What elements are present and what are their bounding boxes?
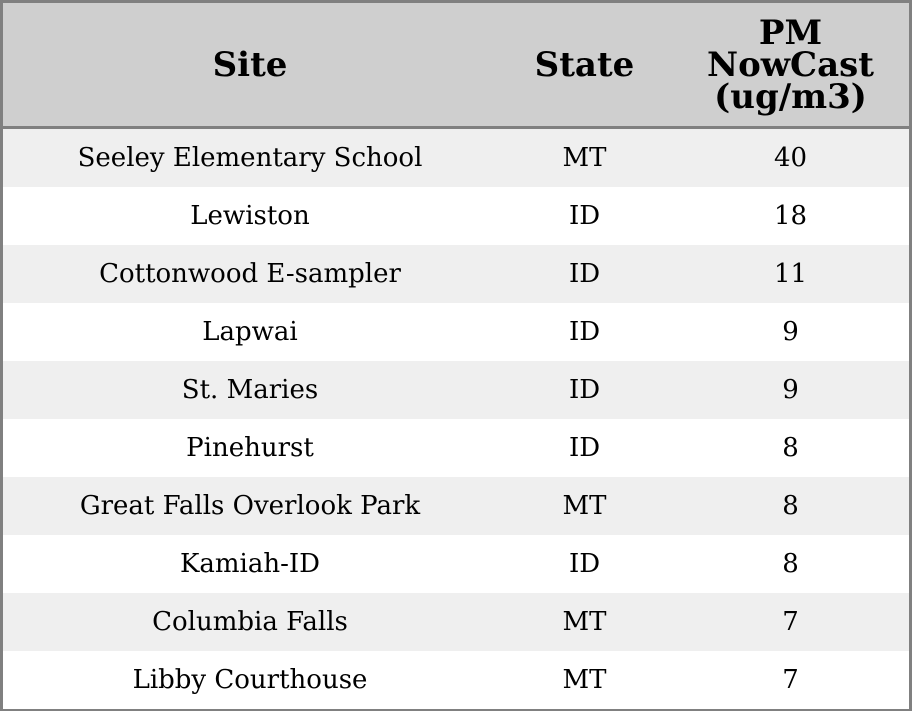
- table-row: [3, 477, 909, 535]
- cell-site: Seeley Elementary School: [77, 143, 423, 173]
- cell-site: Lewiston: [190, 201, 310, 231]
- cell-pm: 8: [782, 549, 799, 579]
- cell-state: MT: [562, 665, 607, 695]
- table-row: [3, 651, 909, 709]
- cell-pm: 40: [773, 143, 808, 173]
- cell-site: Libby Courthouse: [132, 665, 368, 695]
- cell-state: ID: [568, 317, 601, 347]
- cell-pm: 8: [782, 433, 799, 463]
- cell-site: Cottonwood E-sampler: [99, 259, 401, 289]
- header-site: Site: [212, 44, 288, 85]
- cell-pm: 7: [782, 607, 799, 637]
- cell-state: MT: [562, 143, 607, 173]
- cell-site: Kamiah-ID: [179, 549, 321, 579]
- cell-state: ID: [568, 259, 601, 289]
- cell-pm: 8: [782, 491, 799, 521]
- cell-pm: 18: [773, 201, 808, 231]
- table-row: [3, 535, 909, 593]
- cell-pm: 7: [782, 665, 799, 695]
- cell-site: Columbia Falls: [152, 607, 348, 637]
- cell-site: Pinehurst: [186, 433, 314, 463]
- cell-state: MT: [562, 607, 607, 637]
- table-row: [3, 187, 909, 245]
- header-pm-nowcast: PM NowCast (ug/m3): [707, 12, 874, 117]
- table-row: [3, 419, 909, 477]
- header-state: State: [534, 44, 635, 85]
- table-row: [3, 245, 909, 303]
- cell-pm: 9: [782, 375, 799, 405]
- cell-state: ID: [568, 201, 601, 231]
- cell-site: Lapwai: [202, 317, 298, 347]
- cell-state: ID: [568, 433, 601, 463]
- cell-state: MT: [562, 491, 607, 521]
- table-row: [3, 303, 909, 361]
- table-header-row: [3, 3, 909, 129]
- cell-pm: 11: [773, 259, 808, 289]
- table-row: [3, 361, 909, 419]
- table-row: [3, 593, 909, 651]
- table-row: [3, 129, 909, 187]
- cell-site: St. Maries: [181, 375, 319, 405]
- cell-pm: 9: [782, 317, 799, 347]
- table-body: [3, 129, 909, 709]
- cell-state: ID: [568, 549, 601, 579]
- cell-state: ID: [568, 375, 601, 405]
- cell-site: Great Falls Overlook Park: [79, 491, 421, 521]
